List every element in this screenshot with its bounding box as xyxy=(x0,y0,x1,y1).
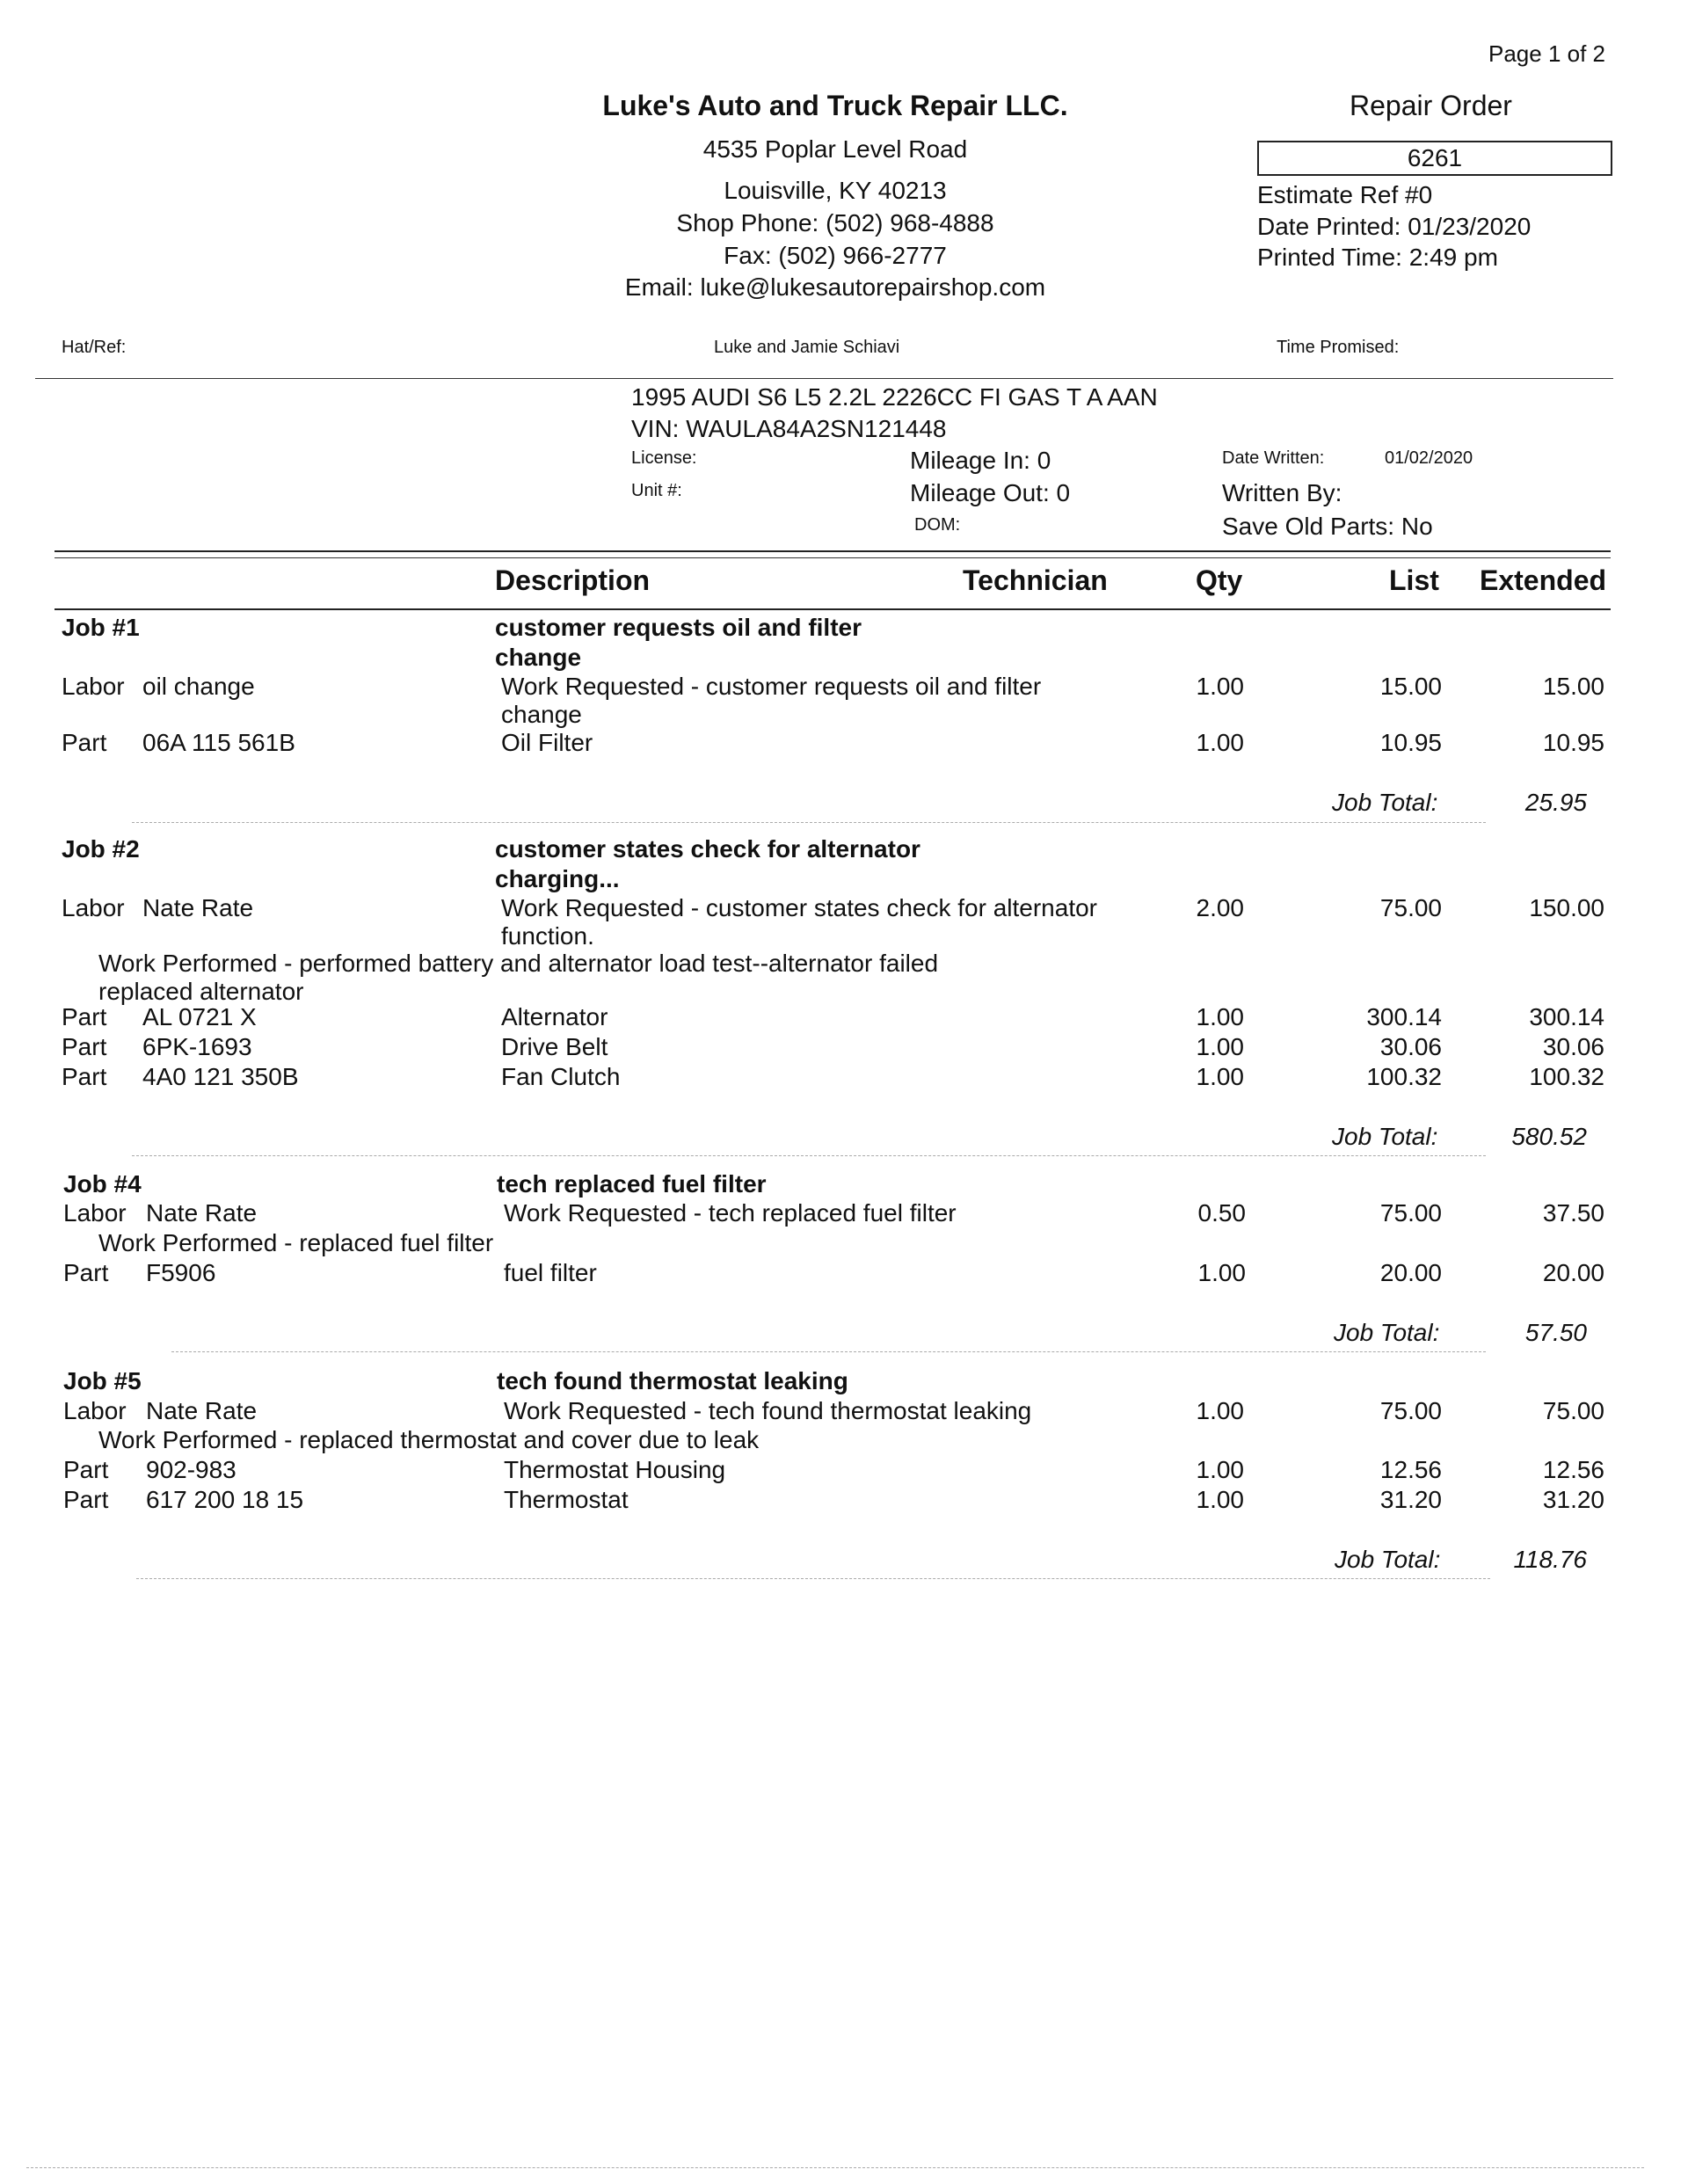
line-list: 100.32 xyxy=(1366,1063,1442,1090)
line-code: 06A 115 561B xyxy=(142,729,295,756)
line-extended: 37.50 xyxy=(1542,1199,1604,1227)
line-qty: 1.00 xyxy=(1197,1259,1246,1286)
job-title-continued: charging... xyxy=(495,865,620,892)
job-total: 118.76 xyxy=(1513,1546,1587,1573)
job-total: 25.95 xyxy=(1524,789,1587,816)
estimate-ref: Estimate Ref #0 xyxy=(1257,181,1433,208)
shop-email: Email: luke@lukesautorepairshop.com xyxy=(624,273,1046,301)
job-total-label: Job Total: xyxy=(1332,1123,1438,1150)
job-title: customer requests oil and filter xyxy=(495,614,862,641)
line-list: 75.00 xyxy=(1379,1199,1442,1227)
work-performed: Work Performed - replaced thermostat and cover due to leak xyxy=(98,1426,760,1453)
repair-order-number-box xyxy=(1257,141,1612,176)
header-divider xyxy=(35,378,1613,379)
line-type: Part xyxy=(63,1259,109,1286)
line-description: Work Requested - tech replaced fuel filter xyxy=(504,1199,957,1227)
hat-ref-label: Hat/Ref: xyxy=(62,338,127,357)
job-divider xyxy=(136,1578,1490,1579)
job-title: tech replaced fuel filter xyxy=(497,1170,767,1198)
line-qty: 1.00 xyxy=(1196,1033,1244,1060)
save-old-parts: Save Old Parts: No xyxy=(1222,513,1433,540)
line-list: 15.00 xyxy=(1379,673,1442,700)
work-performed: Work Performed - replaced fuel filter xyxy=(98,1229,494,1256)
job-label: Job #2 xyxy=(62,835,140,863)
line-code: 617 200 18 15 xyxy=(146,1486,304,1513)
line-description-continued: change xyxy=(501,701,582,728)
line-qty: 1.00 xyxy=(1196,1397,1244,1424)
line-type: Part xyxy=(63,1486,109,1513)
line-type: Part xyxy=(62,1003,107,1030)
line-extended: 12.56 xyxy=(1542,1456,1604,1483)
line-description-continued: function. xyxy=(501,922,594,950)
work-performed: Work Performed - performed battery and alternator load test--alternator failed xyxy=(98,950,939,977)
line-qty: 1.00 xyxy=(1196,1063,1244,1090)
line-list: 31.20 xyxy=(1379,1486,1442,1513)
line-list: 12.56 xyxy=(1379,1456,1442,1483)
line-code: Nate Rate xyxy=(142,894,254,921)
line-type: Part xyxy=(62,1033,107,1060)
mileage-out: Mileage Out: 0 xyxy=(910,479,1071,506)
table-top-rule-2 xyxy=(55,557,1611,558)
line-extended: 10.95 xyxy=(1542,729,1604,756)
line-list: 300.14 xyxy=(1366,1003,1442,1030)
page-bottom-edge xyxy=(26,2167,1644,2168)
line-extended: 100.32 xyxy=(1529,1063,1604,1090)
line-list: 75.00 xyxy=(1379,894,1442,921)
line-list: 20.00 xyxy=(1379,1259,1442,1286)
line-description: Work Requested - tech found thermostat leaking xyxy=(504,1397,1032,1424)
table-top-rule xyxy=(55,550,1611,552)
job-total-label: Job Total: xyxy=(1332,789,1438,816)
date-printed: Date Printed: 01/23/2020 xyxy=(1257,213,1532,240)
line-code: 6PK-1693 xyxy=(142,1033,252,1060)
column-extended: Extended xyxy=(1480,564,1607,596)
line-qty: 1.00 xyxy=(1196,1456,1244,1483)
time-promised-label: Time Promised: xyxy=(1277,338,1400,357)
line-code: Nate Rate xyxy=(146,1199,258,1227)
job-title: tech found thermostat leaking xyxy=(497,1367,848,1394)
line-extended: 20.00 xyxy=(1542,1259,1604,1286)
job-total: 580.52 xyxy=(1511,1123,1587,1150)
table-header-rule xyxy=(55,608,1611,610)
unit-label: Unit #: xyxy=(631,481,682,500)
line-qty: 2.00 xyxy=(1196,894,1244,921)
line-description: Oil Filter xyxy=(501,729,593,756)
line-code: 4A0 121 350B xyxy=(142,1063,299,1090)
line-description: Drive Belt xyxy=(501,1033,608,1060)
column-qty: Qty xyxy=(1196,564,1243,596)
date-written: 01/02/2020 xyxy=(1385,448,1473,468)
job-label: Job #4 xyxy=(63,1170,142,1198)
printed-time: Printed Time: 2:49 pm xyxy=(1257,244,1498,271)
line-extended: 30.06 xyxy=(1542,1033,1604,1060)
customer-name: Luke and Jamie Schiavi xyxy=(714,338,900,357)
repair-order-title: Repair Order xyxy=(1350,90,1512,121)
line-description: Thermostat Housing xyxy=(504,1456,726,1483)
line-code: Nate Rate xyxy=(146,1397,258,1424)
job-title-continued: change xyxy=(495,644,582,671)
line-description: Work Requested - customer requests oil and filter xyxy=(501,673,1042,700)
line-description: Fan Clutch xyxy=(501,1063,621,1090)
line-qty: 1.00 xyxy=(1196,729,1244,756)
column-technician: Technician xyxy=(963,564,1108,596)
line-type: Labor xyxy=(63,1199,127,1227)
license-label: License: xyxy=(631,448,697,468)
line-qty: 1.00 xyxy=(1196,673,1244,700)
column-description: Description xyxy=(495,564,651,596)
line-extended: 300.14 xyxy=(1529,1003,1604,1030)
line-extended: 15.00 xyxy=(1542,673,1604,700)
shop-fax: Fax: (502) 966-2777 xyxy=(724,242,947,269)
vehicle-description: 1995 AUDI S6 L5 2.2L 2226CC FI GAS T A AAN xyxy=(631,383,1158,411)
line-code: AL 0721 X xyxy=(142,1003,257,1030)
job-label: Job #1 xyxy=(62,614,140,641)
line-description: fuel filter xyxy=(504,1259,597,1286)
line-code: F5906 xyxy=(146,1259,216,1286)
line-list: 75.00 xyxy=(1379,1397,1442,1424)
line-extended: 150.00 xyxy=(1529,894,1604,921)
line-description: Work Requested - customer states check for alternator xyxy=(501,894,1097,921)
mileage-in: Mileage In: 0 xyxy=(910,447,1051,474)
date-written-label: Date Written: xyxy=(1222,448,1325,468)
shop-address-line1: 4535 Poplar Level Road xyxy=(702,135,968,163)
line-description: Thermostat xyxy=(504,1486,629,1513)
line-type: Labor xyxy=(62,894,125,921)
line-qty: 1.00 xyxy=(1196,1003,1244,1030)
line-list: 10.95 xyxy=(1379,729,1442,756)
shop-address-line2: Louisville, KY 40213 xyxy=(724,177,947,204)
vehicle-vin: VIN: WAULA84A2SN121448 xyxy=(631,415,947,442)
line-type: Part xyxy=(63,1456,109,1483)
job-label: Job #5 xyxy=(63,1367,142,1394)
job-total-label: Job Total: xyxy=(1335,1546,1441,1573)
job-total-label: Job Total: xyxy=(1334,1319,1440,1346)
page-number: Page 1 of 2 xyxy=(1488,40,1605,67)
dom-label: DOM: xyxy=(914,515,961,535)
work-performed-continued: replaced alternator xyxy=(98,978,304,1005)
shop-phone: Shop Phone: (502) 968-4888 xyxy=(676,209,994,237)
line-type: Part xyxy=(62,1063,107,1090)
written-by-label: Written By: xyxy=(1222,479,1342,506)
line-code: 902-983 xyxy=(146,1456,236,1483)
line-extended: 75.00 xyxy=(1542,1397,1604,1424)
line-list: 30.06 xyxy=(1379,1033,1442,1060)
line-type: Part xyxy=(62,729,107,756)
job-divider xyxy=(171,1351,1486,1352)
line-type: Labor xyxy=(63,1397,127,1424)
shop-name: Luke's Auto and Truck Repair LLC. xyxy=(602,90,1068,121)
job-divider xyxy=(132,1155,1486,1156)
repair-order-number: 6261 xyxy=(1407,144,1463,171)
line-description: Alternator xyxy=(501,1003,608,1030)
job-divider xyxy=(132,822,1486,823)
column-list: List xyxy=(1389,564,1439,596)
line-qty: 1.00 xyxy=(1196,1486,1244,1513)
line-code: oil change xyxy=(142,673,255,700)
line-qty: 0.50 xyxy=(1197,1199,1246,1227)
line-type: Labor xyxy=(62,673,125,700)
job-title: customer states check for alternator xyxy=(495,835,920,863)
line-extended: 31.20 xyxy=(1542,1486,1604,1513)
job-total: 57.50 xyxy=(1524,1319,1587,1346)
